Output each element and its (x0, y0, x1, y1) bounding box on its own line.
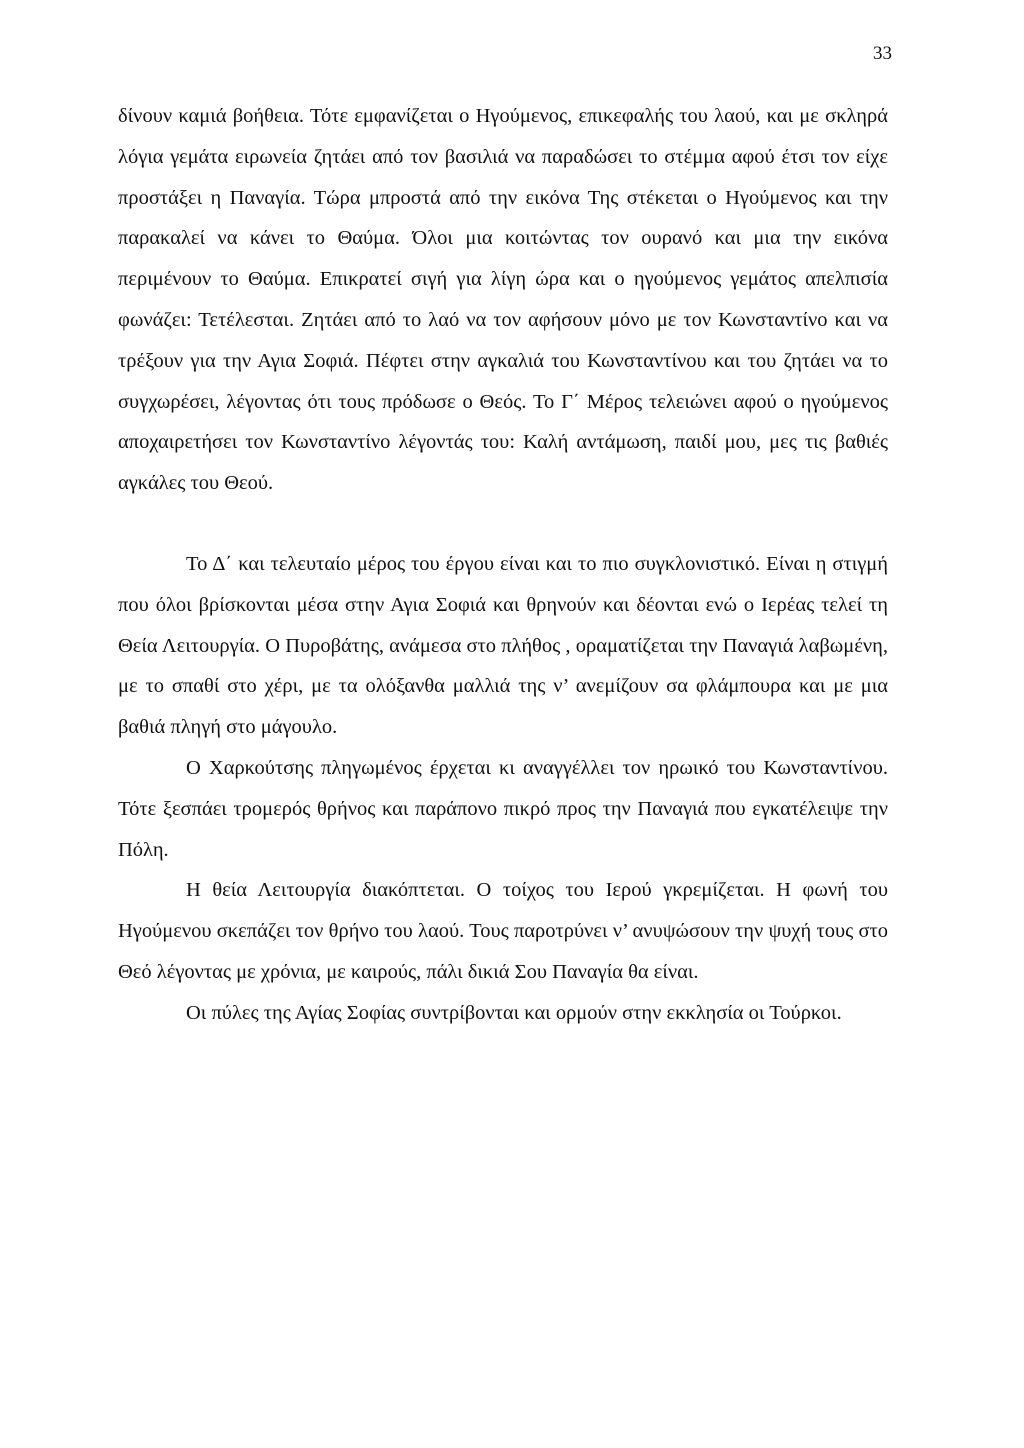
paragraph-liturgy: Η θεία Λειτουργία διακόπτεται. Ο τοίχος του Ιερού γκρεμίζεται. Η φωνή του Ηγούμενου σκεπάζει τον θρήνο του λαού. Τους παροτρύνει ν’ ανυψώσουν την ψυχή τους στο Θεό λέγοντας με χρόνια, με καιρούς, πάλι δικιά Σου Παναγία θα είναι. (118, 879, 888, 983)
body-text (118, 96, 888, 1034)
paragraph-gates: Οι πύλες της Αγίας Σοφίας συντρίβονται και ορμούν στην εκκλησία οι Τούρκοι. (186, 1001, 842, 1024)
paragraph-continuation: δίνουν καμιά βοήθεια. Τότε εμφανίζεται ο Ηγούμενος, επικεφαλής του λαού, και με σκληρά λόγια γεμάτα ειρωνεία ζητάει από τον βασιλιά να παραδώσει το στέμμα αφού έτσι τον είχε προστάξει η Παναγία. Τώρα μπροστά από την εικόνα Της στέκεται ο Ηγούμενος και την παρακαλεί να κάνει το Θαύμα. Όλοι μια κοιτώντας τον ουρανό και μια την εικόνα περιμένουν το Θαύμα. Επικρατεί σιγή για λίγη ώρα και ο ηγούμενος γεμάτος απελπισία φωνάζει: Τετέλεσται. Ζητάει από το λαό να τον αφήσουν μόνο με τον Κωνσταντίνο και να τρέξουν για την Αγια Σοφιά. Πέφτει στην αγκαλιά του Κωνσταντίνου και του ζητάει να το συγχωρέσει, λέγοντας ότι τους πρόδωσε ο Θεός. Το Γ΄ Μέρος τελειώνει αφού ο ηγούμενος αποχαιρετήσει τον Κωνσταντίνο λέγοντάς του: Καλή αντάμωση, παιδί μου, μες τις βαθιές αγκάλες του Θεού. (118, 105, 888, 495)
paragraph-charkoutsis: Ο Χαρκούτσης πληγωμένος έρχεται κι αναγγέλλει τον ηρωικό του Κωνσταντίνου. Τότε ξεσπάει τρομερός θρήνος και παράπονο πικρό προς την Παναγιά που εγκατέλειψε την Πόλη. (118, 756, 888, 861)
paragraph-part-d: Το Δ΄ και τελευταίο μέρος του έργου είναι και το πιο συγκλονιστικό. Είναι η στιγμή που όλοι βρίσκονται μέσα στην Αγια Σοφιά και θρηνούν και δέονται ενώ ο Ιερέας τελεί τη Θεία Λειτουργία. Ο Πυροβάτης, ανάμεσα στο πλήθος , οραματίζεται την Παναγιά λαβωμένη, με το σπαθί στο χέρι, με τα ολόξανθα μαλλιά της ν’ ανεμίζουν σα φλάμπουρα και με μια βαθιά πληγή στο μάγουλο. (118, 552, 888, 739)
page-number: 33 (873, 43, 892, 64)
